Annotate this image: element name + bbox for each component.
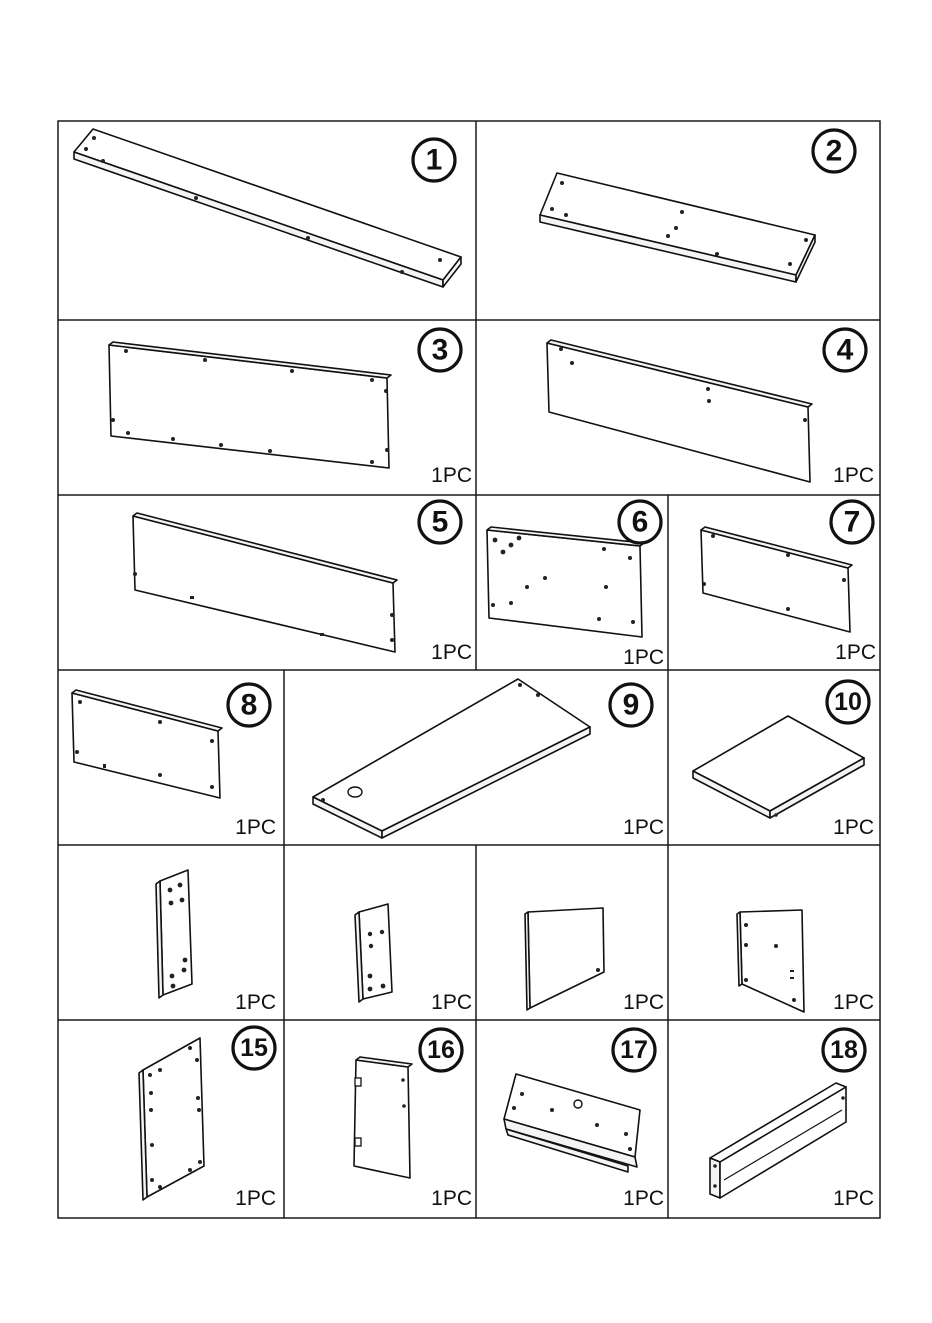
part-17-badge xyxy=(613,1029,655,1071)
part-8-badge xyxy=(228,684,270,726)
part-3-number: 3 xyxy=(431,333,449,367)
part-14-drawing xyxy=(737,910,804,1012)
part-2-number: 2 xyxy=(825,134,843,168)
part-6-drawing xyxy=(487,527,644,637)
part-14-quantity: 1PC xyxy=(833,991,874,1014)
part-4-number: 4 xyxy=(836,333,854,367)
part-9-quantity: 1PC xyxy=(623,816,664,839)
part-8-quantity: 1PC xyxy=(235,816,276,839)
part-18-quantity: 1PC xyxy=(833,1187,874,1210)
part-4-drawing xyxy=(547,340,812,482)
part-9-badge xyxy=(610,684,652,726)
part-5-number: 5 xyxy=(431,505,449,539)
part-7-quantity: 1PC xyxy=(835,641,876,664)
part-11-quantity: 1PC xyxy=(235,991,276,1014)
part-8-number: 8 xyxy=(240,688,258,722)
part-15-number: 15 xyxy=(240,1034,268,1062)
part-11-drawing xyxy=(156,870,192,998)
part-7-drawing xyxy=(701,527,852,632)
part-15-badge xyxy=(233,1027,275,1069)
part-10-drawing xyxy=(693,716,864,818)
part-10-number: 10 xyxy=(834,688,862,716)
part-2-drawing xyxy=(540,173,815,282)
part-7-badge xyxy=(831,501,873,543)
part-3-quantity: 1PC xyxy=(431,464,472,487)
part-16-badge xyxy=(420,1029,462,1071)
part-6-badge xyxy=(619,501,661,543)
part-9-number: 9 xyxy=(622,688,640,722)
part-5-quantity: 1PC xyxy=(431,641,472,664)
part-2-badge xyxy=(813,130,855,172)
part-1-drawing xyxy=(74,129,461,287)
part-3-drawing xyxy=(109,342,391,468)
part-13-drawing xyxy=(525,908,604,1010)
part-9-drawing xyxy=(313,679,590,838)
part-6-quantity: 1PC xyxy=(623,646,664,669)
part-10-quantity: 1PC xyxy=(833,816,874,839)
part-16-drawing xyxy=(354,1057,412,1178)
part-4-quantity: 1PC xyxy=(833,464,874,487)
part-8-drawing xyxy=(72,690,222,798)
part-18-drawing xyxy=(710,1083,846,1198)
part-5-badge xyxy=(419,501,461,543)
part-17-number: 17 xyxy=(620,1036,648,1064)
part-15-quantity: 1PC xyxy=(235,1187,276,1210)
part-18-badge xyxy=(823,1029,865,1071)
part-3-badge xyxy=(419,329,461,371)
part-12-drawing xyxy=(355,904,392,1002)
part-6-number: 6 xyxy=(631,505,649,539)
part-12-quantity: 1PC xyxy=(431,991,472,1014)
part-5-drawing xyxy=(133,513,397,652)
part-7-number: 7 xyxy=(843,505,861,539)
part-16-quantity: 1PC xyxy=(431,1187,472,1210)
part-18-number: 18 xyxy=(830,1036,858,1064)
part-13-quantity: 1PC xyxy=(623,991,664,1014)
part-1-badge xyxy=(413,139,455,181)
part-1-number: 1 xyxy=(425,143,443,177)
part-4-badge xyxy=(824,329,866,371)
part-15-drawing xyxy=(139,1038,204,1200)
part-17-drawing xyxy=(504,1074,640,1172)
part-10-badge xyxy=(827,681,869,723)
part-16-number: 16 xyxy=(427,1036,455,1064)
part-17-quantity: 1PC xyxy=(623,1187,664,1210)
